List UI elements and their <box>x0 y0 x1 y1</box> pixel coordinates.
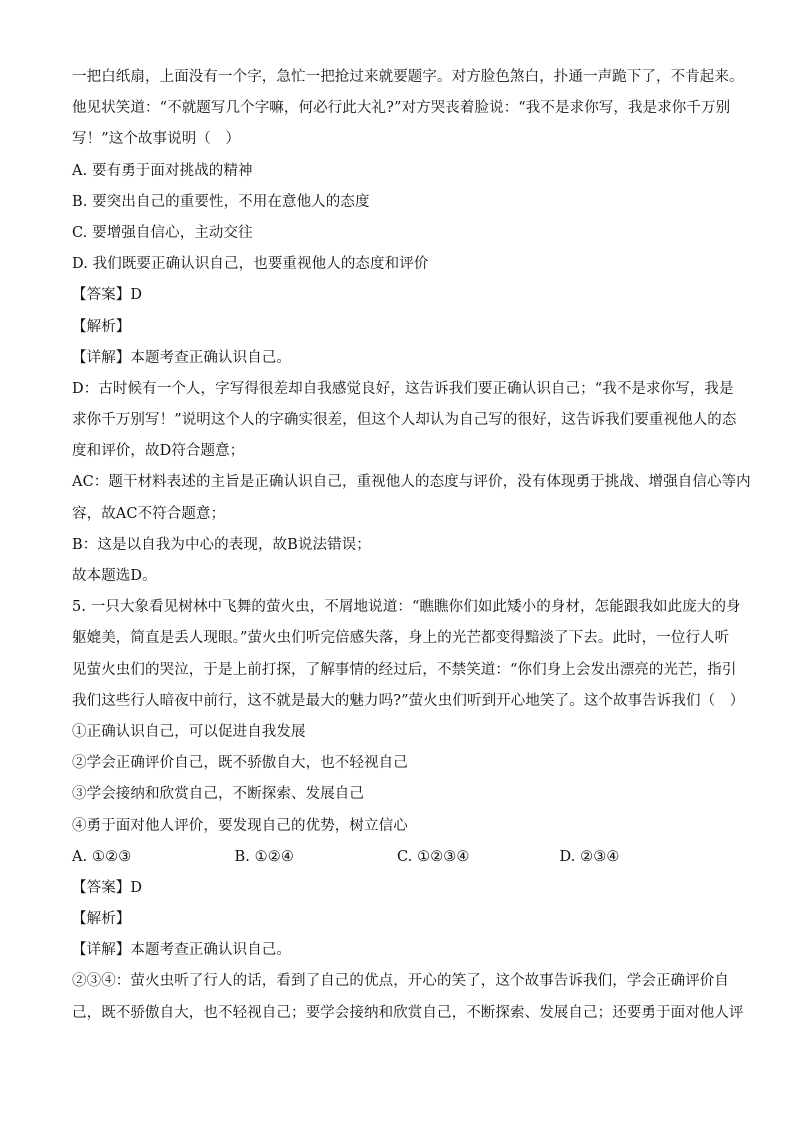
q5-option-a: A. ①②③ <box>72 848 132 865</box>
answer-tag: 【答案】 <box>72 287 131 304</box>
q5-statement-3: ③学会接纳和欣赏自己，不断探索、发展自己 <box>72 786 364 803</box>
q5-analysis-tag: 【解析】 <box>72 911 131 928</box>
q4-text-line: 一把白纸扇，上面没有一个字，急忙一把抢过来就要题字。对方脸色煞白，扑通一声跪下了，不肯起来。 <box>72 69 744 85</box>
answer-value: D <box>130 879 143 896</box>
answer-tag: 【答案】 <box>72 879 131 896</box>
q5-text-line: 见萤火虫们的哭泣，于是上前打探，了解事情的经过后，不禁笑道：“你们身上会发出漂亮的光芒，指引 <box>72 661 737 678</box>
answer-value: D <box>130 287 143 304</box>
q4-option-b: B. 要突出自己的重要性，不用在意他人的态度 <box>72 193 370 210</box>
q4-option-a: A. 要有勇于面对挑战的精神 <box>72 162 253 179</box>
q4-detail: 【详解】本题考查正确认识自己。 <box>72 349 291 366</box>
q5-answer <box>72 873 722 904</box>
q4-explanation-line: 求你千万别写！”说明这个人的字确实很差，但这个人却认为自己写的很好，这告诉我们要重视他人的态 <box>72 412 737 429</box>
q5-explanation-line: ②③④：萤火虫听了行人的话，看到了自己的优点，开心的笑了，这个故事告诉我们，学会正确评价自 <box>72 973 729 990</box>
q4-answer <box>72 280 722 311</box>
q5-text-line: 躯媲美，简直是丢人现眼。”萤火虫们听完倍感失落，身上的光芒都变得黯淡了下去。此时，一位行人听 <box>72 630 730 647</box>
q4-option-c: C. 要增强自信心，主动交往 <box>72 224 253 241</box>
q4-conclusion: 故本题选D。 <box>72 568 157 584</box>
q5-statement-2: ②学会正确评价自己，既不骄傲自大，也不轻视自己 <box>72 755 408 772</box>
q5-option-b: B. ①②④ <box>234 848 294 865</box>
q5-option-c: C. ①②③④ <box>397 848 470 865</box>
q5-text-line: 5. 一只大象看见树林中飞舞的萤火虫，不屑地说道：“瞧瞧你们如此矮小的身材，怎能跟我如此庞大的身 <box>72 599 741 616</box>
q4-explanation-line: D：古时候有一个人，字写得很差却自我感觉良好，这告诉我们要正确认识自己；“我不是求你写，我是 <box>72 380 734 397</box>
q4-explanation-line: AC：题干材料表述的主旨是正确认识自己，重视他人的态度与评价，没有体现勇于挑战、增强自信心等内 <box>72 474 751 491</box>
q5-text-line: 我们这些行人暗夜中前行，这不就是最大的魅力吗?”萤火虫们听到开心地笑了。这个故事告诉我们（ ） <box>72 692 745 709</box>
q5-option-d: D. ②③④ <box>559 848 620 865</box>
q4-explanation-line: 度和评价，故D符合题意； <box>72 443 245 460</box>
document-page <box>72 62 751 1029</box>
q4-text-line: 他见状笑道：“不就题写几个字嘛，何必行此大礼?”对方哭丧着脸说：“我不是求你写，我是求你千万别 <box>72 100 731 117</box>
q4-option-d: D. 我们既要正确认识自己，也要重视他人的态度和评价 <box>72 256 429 273</box>
q5-statement-4: ④勇于面对他人评价，要发现自己的优势，树立信心 <box>72 817 408 834</box>
q5-explanation-line: 己，既不骄傲自大，也不轻视自己；要学会接纳和欣赏自己，不断探索、发展自己；还要勇于面对他人评 <box>72 1004 744 1021</box>
q4-explanation-line: 容，故AC不符合题意； <box>72 505 226 522</box>
q5-statement-1: ①正确认识自己，可以促进自我发展 <box>72 723 306 740</box>
q5-options-row <box>72 842 722 873</box>
q4-analysis-tag: 【解析】 <box>72 318 131 335</box>
q4-explanation-line: B：这是以自我为中心的表现，故B说法错误； <box>72 536 371 553</box>
q5-detail: 【详解】本题考查正确认识自己。 <box>72 942 291 959</box>
q4-text-line: 写！”这个故事说明（ ） <box>72 131 241 148</box>
